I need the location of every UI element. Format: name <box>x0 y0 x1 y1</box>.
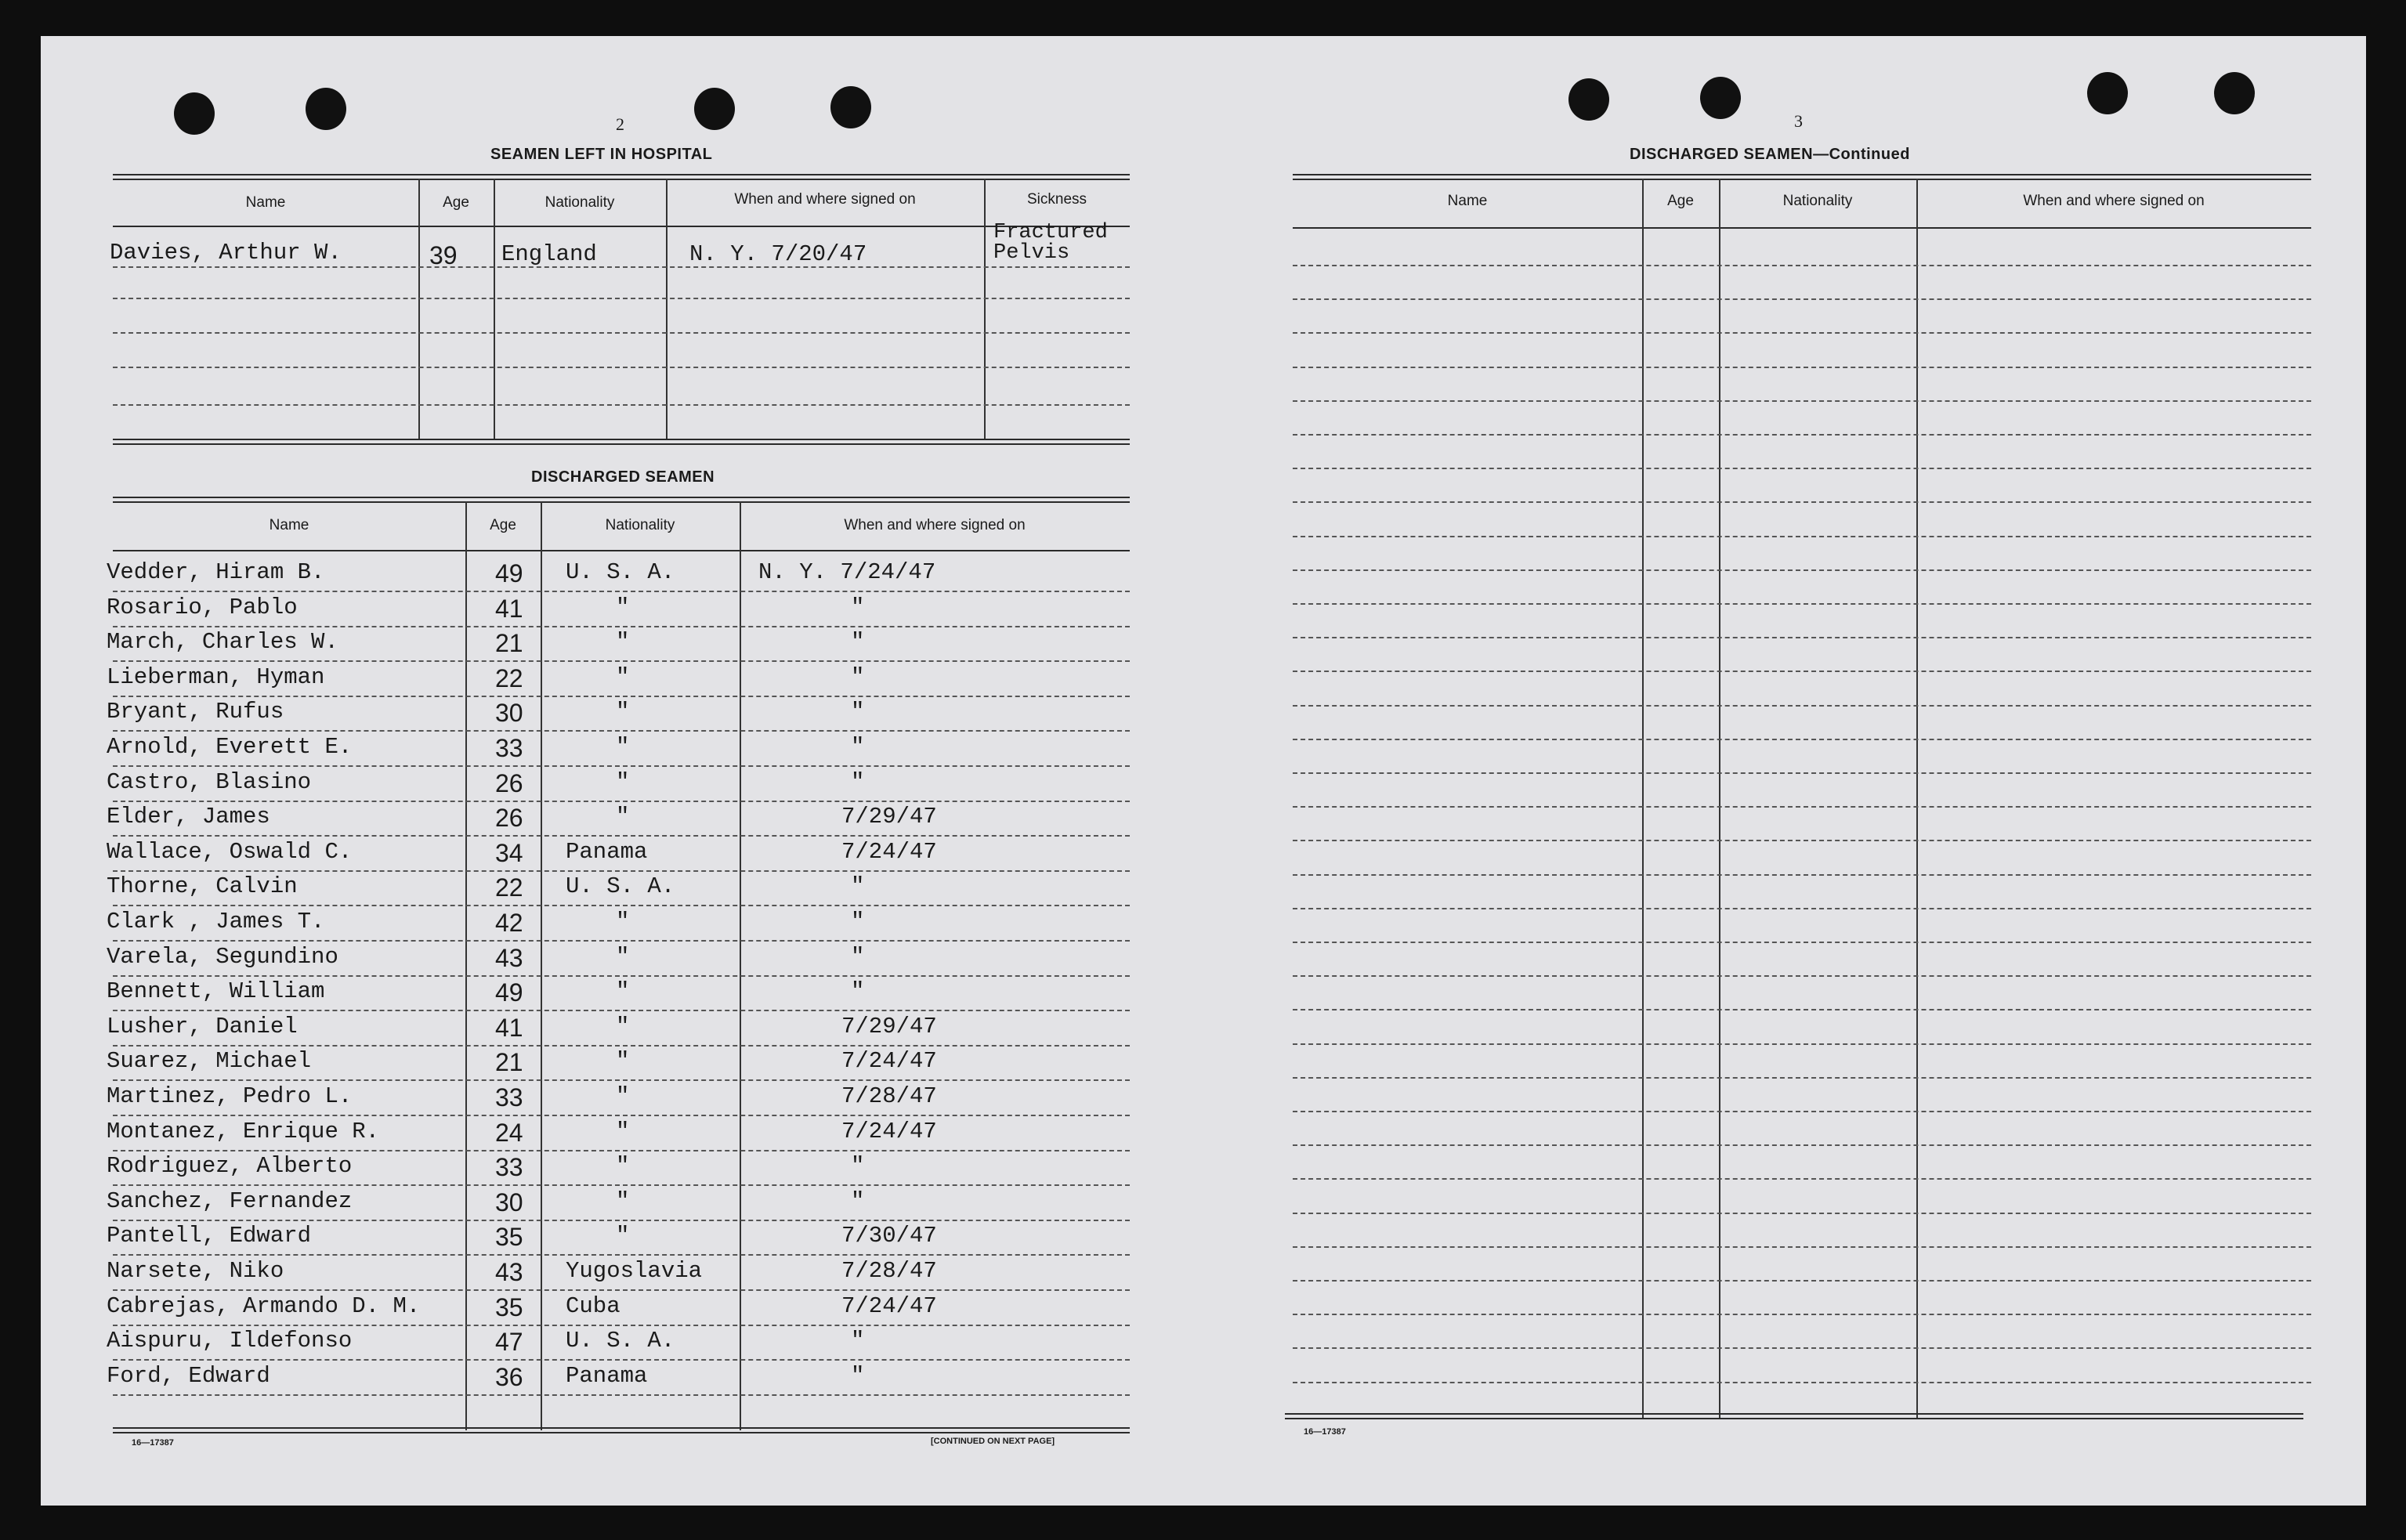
row-rule <box>1293 501 2311 503</box>
row-rule <box>113 626 1130 627</box>
name-cell: Sanchez, Fernandez <box>107 1188 353 1214</box>
signed-on-cell: " <box>851 1363 865 1389</box>
row-rule <box>113 332 1130 334</box>
nationality-cell: " <box>616 1153 630 1179</box>
name-cell: Montanez, Enrique R. <box>107 1119 380 1144</box>
nationality-cell: " <box>616 769 630 795</box>
signed-on-cell: " <box>851 664 865 690</box>
hospital-header-age: Age <box>443 194 469 211</box>
punch-hole <box>306 88 346 130</box>
row-rule <box>113 367 1130 368</box>
row-rule <box>1293 265 2311 266</box>
nationality-cell: " <box>616 1188 630 1214</box>
row-rule <box>1293 298 2311 300</box>
name-cell: Ford, Edward <box>107 1363 270 1389</box>
nationality-cell: U. S. A. <box>566 873 675 899</box>
name-cell: Thorne, Calvin <box>107 873 298 899</box>
row-rule <box>1293 1144 2311 1146</box>
signed-on-cell: 7/29/47 <box>841 804 937 830</box>
signed-on-cell: 7/30/47 <box>841 1223 937 1249</box>
row-rule <box>113 940 1130 942</box>
row-rule <box>1293 1178 2311 1180</box>
row-rule <box>1293 332 2311 334</box>
age-cell: 21 <box>495 1048 523 1076</box>
row-rule <box>1293 908 2311 909</box>
row-rule <box>1293 400 2311 402</box>
name-cell: Vedder, Hiram B. <box>107 559 325 585</box>
row-rule <box>113 1394 1130 1396</box>
nationality-cell: Panama <box>566 1363 648 1389</box>
row-rule <box>1293 874 2311 876</box>
signed-on-cell: 7/24/47 <box>841 1293 937 1319</box>
row-rule <box>1293 1246 2311 1248</box>
column-divider <box>494 179 495 440</box>
row-rule <box>113 975 1130 977</box>
name-cell: Aispuru, Ildefonso <box>107 1328 353 1354</box>
right-page <box>1213 36 2366 1506</box>
row-rule <box>1293 806 2311 808</box>
name-cell: Bryant, Rufus <box>107 699 284 725</box>
hospital-sickness-cell: Fractured Pelvis <box>993 221 1108 265</box>
nationality-cell: " <box>616 1119 630 1144</box>
nationality-cell: " <box>616 978 630 1004</box>
signed-on-cell: " <box>851 1188 865 1214</box>
row-rule <box>1293 1111 2311 1112</box>
discharged-header-signed-on: When and where signed on <box>844 517 1026 533</box>
table-rule <box>113 439 1130 440</box>
page-number: 2 <box>616 114 624 134</box>
row-rule <box>1293 1213 2311 1214</box>
discharged-header-age: Age <box>490 517 516 533</box>
continued-header-signed-on: When and where signed on <box>2023 193 2205 209</box>
nationality-cell: " <box>616 1048 630 1074</box>
row-rule <box>1293 603 2311 605</box>
nationality-cell: Yugoslavia <box>566 1258 703 1284</box>
row-rule <box>113 266 1130 268</box>
column-divider <box>541 501 542 1430</box>
row-rule <box>113 696 1130 697</box>
column-divider <box>465 501 467 1430</box>
table-rule <box>1285 1413 2303 1415</box>
punch-hole <box>2087 72 2128 114</box>
name-cell: Arnold, Everett E. <box>107 734 353 760</box>
hospital-header-signed-on: When and where signed on <box>734 191 916 208</box>
age-cell: 36 <box>495 1363 523 1391</box>
punch-hole <box>1700 77 1741 119</box>
age-cell: 30 <box>495 699 523 727</box>
row-rule <box>1293 1280 2311 1282</box>
signed-on-cell: 7/28/47 <box>841 1258 937 1284</box>
row-rule <box>1293 671 2311 672</box>
name-cell: Wallace, Oswald C. <box>107 839 353 865</box>
row-rule <box>113 801 1130 802</box>
row-rule <box>113 1359 1130 1361</box>
nationality-cell: " <box>616 909 630 934</box>
signed-on-cell: " <box>851 699 865 725</box>
row-rule <box>113 730 1130 732</box>
signed-on-cell: 7/29/47 <box>841 1014 937 1039</box>
row-rule <box>113 1220 1130 1221</box>
nationality-cell: Cuba <box>566 1293 620 1319</box>
row-rule <box>1293 1043 2311 1045</box>
row-rule <box>1293 536 2311 537</box>
age-cell: 26 <box>495 769 523 797</box>
age-cell: 35 <box>495 1293 523 1321</box>
signed-on-cell: " <box>851 873 865 899</box>
table-rule <box>113 443 1130 445</box>
hospital-header-name: Name <box>245 194 286 211</box>
signed-on-cell: N. Y. 7/24/47 <box>758 559 936 585</box>
column-divider <box>740 501 741 1430</box>
nationality-cell: " <box>616 804 630 830</box>
age-cell: 43 <box>495 944 523 972</box>
name-cell: March, Charles W. <box>107 629 338 655</box>
row-rule <box>113 404 1130 406</box>
table-rule <box>1285 1418 2303 1419</box>
name-cell: Clark , James T. <box>107 909 325 934</box>
row-rule <box>1293 367 2311 368</box>
column-divider <box>418 179 420 440</box>
punch-hole <box>174 92 215 135</box>
name-cell: Rodriguez, Alberto <box>107 1153 353 1179</box>
continued-header-age: Age <box>1667 193 1694 209</box>
row-rule <box>1293 1314 2311 1315</box>
signed-on-cell: " <box>851 769 865 795</box>
hospital-name-cell: Davies, Arthur W. <box>110 240 342 266</box>
age-cell: 21 <box>495 629 523 657</box>
table-rule <box>113 497 1130 498</box>
row-rule <box>113 298 1130 299</box>
row-rule <box>1293 739 2311 740</box>
name-cell: Pantell, Edward <box>107 1223 312 1249</box>
age-cell: 35 <box>495 1223 523 1251</box>
row-rule <box>1293 1382 2311 1383</box>
nationality-cell: Panama <box>566 839 648 865</box>
row-rule <box>1293 468 2311 469</box>
signed-on-cell: 7/24/47 <box>841 1048 937 1074</box>
nationality-cell: " <box>616 734 630 760</box>
hospital-nationality-cell: England <box>501 241 597 267</box>
name-cell: Lieberman, Hyman <box>107 664 325 690</box>
discharged-header-nationality: Nationality <box>605 517 675 533</box>
column-divider <box>984 179 986 440</box>
row-rule <box>1293 637 2311 638</box>
age-cell: 33 <box>495 1083 523 1112</box>
row-rule <box>113 591 1130 592</box>
hospital-header-nationality: Nationality <box>545 194 615 211</box>
row-rule <box>113 1289 1130 1291</box>
table-rule <box>113 501 1130 503</box>
row-rule <box>113 660 1130 662</box>
row-rule <box>1293 1347 2311 1349</box>
column-divider <box>1719 179 1720 1419</box>
continued-header-name: Name <box>1447 193 1488 209</box>
age-cell: 22 <box>495 873 523 902</box>
name-cell: Castro, Blasino <box>107 769 312 795</box>
table-rule <box>113 174 1130 175</box>
row-rule <box>1293 840 2311 841</box>
column-divider <box>1916 179 1918 1419</box>
punch-hole <box>1568 78 1609 121</box>
nationality-cell: " <box>616 629 630 655</box>
name-cell: Rosario, Pablo <box>107 595 298 620</box>
age-cell: 41 <box>495 595 523 623</box>
nationality-cell: " <box>616 595 630 620</box>
table-rule <box>1293 179 2311 180</box>
table-rule <box>113 226 1130 227</box>
table-rule <box>113 1432 1130 1433</box>
nationality-cell: " <box>616 699 630 725</box>
row-rule <box>1293 434 2311 436</box>
name-cell: Martinez, Pedro L. <box>107 1083 353 1109</box>
table-rule <box>113 550 1130 551</box>
table-rule <box>113 179 1130 180</box>
discharged-header-name: Name <box>269 517 309 533</box>
row-rule <box>113 1150 1130 1151</box>
age-cell: 49 <box>495 559 523 587</box>
age-cell: 33 <box>495 1153 523 1181</box>
age-cell: 26 <box>495 804 523 832</box>
name-cell: Cabrejas, Armando D. M. <box>107 1293 421 1319</box>
signed-on-cell: " <box>851 595 865 620</box>
table-rule <box>1293 174 2311 175</box>
age-cell: 42 <box>495 909 523 937</box>
name-cell: Bennett, William <box>107 978 325 1004</box>
table-rule <box>113 1427 1130 1429</box>
signed-on-cell: " <box>851 978 865 1004</box>
signed-on-cell: " <box>851 734 865 760</box>
nationality-cell: U. S. A. <box>566 1328 675 1354</box>
row-rule <box>113 905 1130 906</box>
nationality-cell: " <box>616 944 630 970</box>
punch-hole <box>830 86 871 128</box>
row-rule <box>113 1115 1130 1116</box>
signed-on-cell: " <box>851 1328 865 1354</box>
hospital-age-cell: 39 <box>429 241 458 269</box>
row-rule <box>1293 569 2311 571</box>
row-rule <box>113 835 1130 837</box>
punch-hole <box>2214 72 2255 114</box>
hospital-header-sickness: Sickness <box>1026 191 1087 208</box>
continued-section-title: DISCHARGED SEAMEN—Continued <box>1630 146 1910 163</box>
hospital-section-title: SEAMEN LEFT IN HOSPITAL <box>490 146 713 163</box>
name-cell: Elder, James <box>107 804 270 830</box>
row-rule <box>1293 942 2311 943</box>
hospital-signed-on-cell: N. Y. 7/20/47 <box>689 241 867 267</box>
row-rule <box>1293 1009 2311 1010</box>
row-rule <box>1293 1077 2311 1079</box>
age-cell: 33 <box>495 734 523 762</box>
age-cell: 43 <box>495 1258 523 1286</box>
signed-on-cell: 7/28/47 <box>841 1083 937 1109</box>
signed-on-cell: " <box>851 629 865 655</box>
signed-on-cell: 7/24/47 <box>841 839 937 865</box>
nationality-cell: U. S. A. <box>566 559 675 585</box>
row-rule <box>113 765 1130 767</box>
row-rule <box>113 1325 1130 1326</box>
row-rule <box>113 1254 1130 1256</box>
nationality-cell: " <box>616 664 630 690</box>
punch-hole <box>694 88 735 130</box>
name-cell: Lusher, Daniel <box>107 1014 298 1039</box>
age-cell: 34 <box>495 839 523 867</box>
continued-header-nationality: Nationality <box>1782 193 1853 209</box>
name-cell: Suarez, Michael <box>107 1048 312 1074</box>
table-rule <box>1293 227 2311 229</box>
row-rule <box>113 870 1130 872</box>
form-number: 16—17387 <box>132 1438 174 1448</box>
row-rule <box>1293 772 2311 774</box>
signed-on-cell: " <box>851 944 865 970</box>
signed-on-cell: 7/24/47 <box>841 1119 937 1144</box>
nationality-cell: " <box>616 1223 630 1249</box>
row-rule <box>113 1184 1130 1186</box>
name-cell: Varela, Segundino <box>107 944 338 970</box>
discharged-section-title: DISCHARGED SEAMEN <box>531 468 715 486</box>
continued-note: [CONTINUED ON NEXT PAGE] <box>931 1437 1055 1446</box>
row-rule <box>113 1045 1130 1047</box>
age-cell: 49 <box>495 978 523 1007</box>
form-number: 16—17387 <box>1304 1427 1346 1437</box>
row-rule <box>113 1010 1130 1011</box>
column-divider <box>1642 179 1644 1419</box>
row-rule <box>1293 975 2311 977</box>
signed-on-cell: " <box>851 909 865 934</box>
age-cell: 41 <box>495 1014 523 1042</box>
age-cell: 22 <box>495 664 523 692</box>
page-number: 3 <box>1794 111 1803 131</box>
age-cell: 30 <box>495 1188 523 1216</box>
name-cell: Narsete, Niko <box>107 1258 284 1284</box>
nationality-cell: " <box>616 1083 630 1109</box>
column-divider <box>666 179 668 440</box>
age-cell: 47 <box>495 1328 523 1356</box>
age-cell: 24 <box>495 1119 523 1147</box>
row-rule <box>1293 705 2311 707</box>
row-rule <box>113 1079 1130 1081</box>
nationality-cell: " <box>616 1014 630 1039</box>
signed-on-cell: " <box>851 1153 865 1179</box>
